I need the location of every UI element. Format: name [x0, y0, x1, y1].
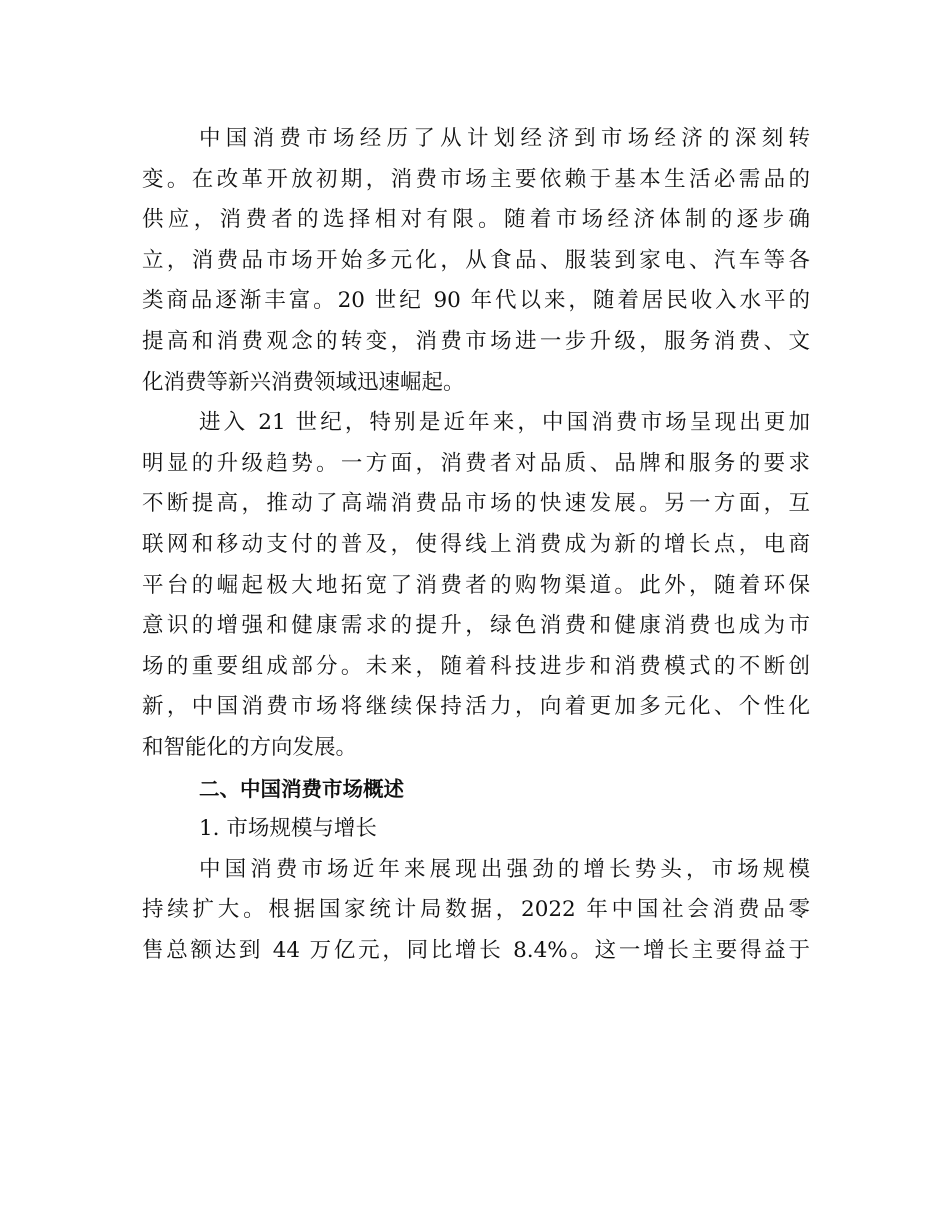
text-line: 中国消费市场近年来展现出强劲的增长势头，市场规模: [199, 856, 810, 882]
text-line: 明显的升级趋势。一方面，消费者对品质、品牌和服务的要求: [142, 450, 810, 476]
text-line: 供应，消费者的选择相对有限。随着市场经济体制的逐步确: [142, 207, 810, 233]
text-line: 化消费等新兴消费领域迅速崛起。: [142, 369, 465, 395]
document-body: [142, 119, 810, 971]
text-line: 和智能化的方向发展。: [142, 734, 358, 760]
text-line: 不断提高，推动了高端消费品市场的快速发展。另一方面，互: [142, 491, 810, 517]
text-line: 进入 21 世纪，特别是近年来，中国消费市场呈现出更加: [199, 410, 810, 436]
text-line: 变。在改革开放初期，消费市场主要依赖于基本生活必需品的: [142, 166, 810, 192]
section-heading: 二、中国消费市场概述: [199, 776, 404, 801]
text-line: 中国消费市场经历了从计划经济到市场经济的深刻转: [199, 126, 810, 151]
text-line: 平台的崛起极大地拓宽了消费者的购物渠道。此外，随着环保: [142, 572, 810, 598]
text-line: 持续扩大。根据国家统计局数据，2022 年中国社会消费品零: [142, 897, 810, 923]
text-line: 新，中国消费市场将继续保持活力，向着更加多元化、个性化: [142, 694, 810, 720]
paragraph-1: [142, 119, 810, 403]
text-line: 提高和消费观念的转变，消费市场进一步升级，服务消费、文: [142, 328, 810, 354]
subsection-heading: 1. 市场规模与增长: [199, 816, 377, 842]
text-line: 立，消费品市场开始多元化，从食品、服装到家电、汽车等各: [142, 247, 810, 273]
paragraph-3: [142, 850, 810, 972]
text-line: 类商品逐渐丰富。20 世纪 90 年代以来，随着居民收入水平的: [142, 288, 810, 314]
text-line: 场的重要组成部分。未来，随着科技进步和消费模式的不断创: [142, 653, 810, 679]
text-line: 售总额达到 44 万亿元，同比增长 8.4%。这一增长主要得益于: [142, 937, 810, 963]
text-line: 联网和移动支付的普及，使得线上消费成为新的增长点，电商: [142, 531, 810, 557]
text-line: 意识的增强和健康需求的提升，绿色消费和健康消费也成为市: [142, 613, 810, 639]
paragraph-2: [142, 403, 810, 768]
